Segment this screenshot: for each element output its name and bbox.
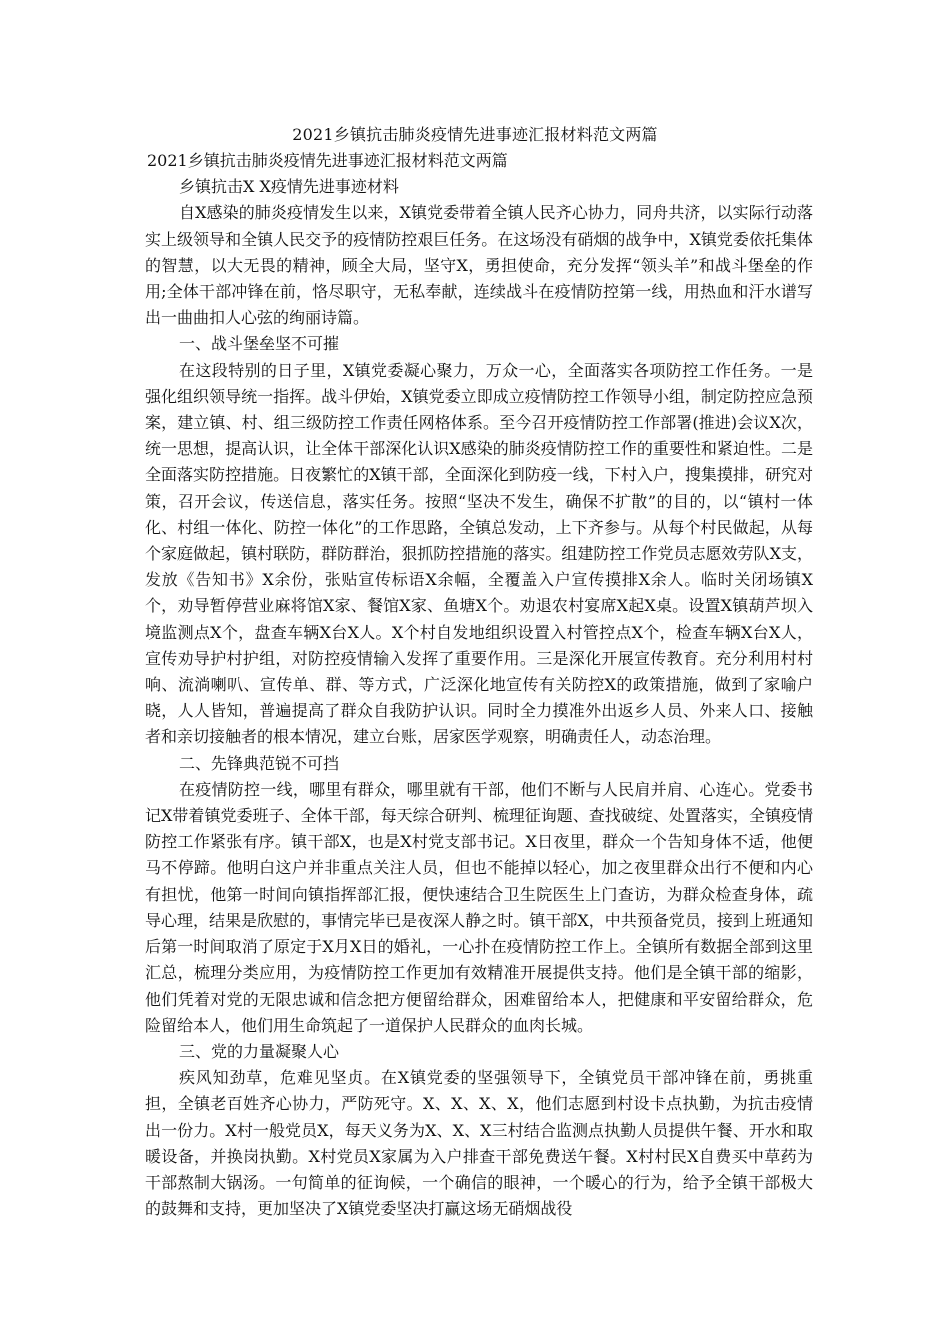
- section-3-paragraph: 疾风知劲草，危难见坚贞。在X镇党委的坚强领导下，全镇党员干部冲锋在前，勇挑重担，全镇老百姓齐心协力，严防死守。X、X、X、X，他们志愿到村设卡点执勤，为抗击疫情出一份力。X村一般党员X，每天义务为X、X、X三村结合监测点执勤人员提供午餐、开水和取暖设备，并换岗执勤。X村党员X家属为入户排查干部免费送午餐。X村村民X自费买中草药为干部熬制大锅汤。一句简单的征询候，一个确信的眼神，一个暖心的行为，给予全镇干部极大的鼓舞和支持，更加坚决了X镇党委坚决打赢这场无硝烟战役: [145, 1068, 813, 1219]
- intro-paragraph: 自X感染的肺炎疫情发生以来，X镇党委带着全镇人民齐心协力，同舟共济，以实际行动落实上级领导和全镇人民交予的疫情防控艰巨任务。在这场没有硝烟的战争中，X镇党委依托集体的智慧，以大无畏的精神，顾全大局，坚守X，勇担使命，充分发挥“领头羊”和战斗堡垒的作用;全体干部冲锋在前，恪尽职守，无私奉献，连续战斗在疫情防控第一线，用热血和汗水谱写出一曲曲扣人心弦的绚丽诗篇。: [145, 203, 813, 328]
- section-2-paragraph: 在疫情防控一线，哪里有群众，哪里就有干部，他们不断与人民肩并肩、心连心。党委书记X带着镇党委班子、全体干部，每天综合研判、梳理征询题、查找破绽、处置落实，全镇疫情防控工作紧张有序。镇干部X，也是X村党支部书记。X日夜里，群众一个告知身体不适，他便马不停蹄。他明白这户并非重点关注人员，但也不能掉以轻心，加之夜里群众出行不便和内心有担忧，他第一时间向镇指挥部汇报，便快速结合卫生院医生上门查访，为群众检查身体，疏导心理，结果是欣慰的，事情完毕已是夜深人静之时。镇干部X，中共预备党员，接到上班通知后第一时间取消了原定于X月X日的婚礼，一心扑在疫情防控工作上。全镇所有数据全部到这里汇总，梳理分类应用，为疫情防控工作更加有效精准开展提供支持。他们是全镇干部的缩影，他们凭着对党的无限忠诚和信念把方便留给群众，困难留给本人，把健康和平安留给群众，危险留给本人，他们用生命筑起了一道保护人民群众的血肉长城。: [145, 779, 813, 1035]
- section-1-paragraph: 在这段特别的日子里，X镇党委凝心聚力，万众一心，全面落实各项防控工作任务。一是强化组织领导统一指挥。战斗伊始，X镇党委立即成立疫情防控工作领导小组，制定防控应急预案，建立镇、村、组三级防控工作责任网格体系。至今召开疫情防控工作部署(推进)会议X次，统一思想，提高认识，让全体干部深化认识X感染的肺炎疫情防控工作的重要性和紧迫性。二是全面落实防控措施。日夜繁忙的X镇干部，全面深化到防疫一线，下村入户，搜集摸排，研究对策，召开会议，传送信息，落实任务。按照“坚决不发生，确保不扩散”的目的，以“镇村一体化、村组一体化、防控一体化”的工作思路，全镇总发动，上下齐参与。从每个村民做起，从每个家庭做起，镇村联防，群防群治，狠抓防控措施的落实。组建防控工作党员志愿效劳队X支，发放《告知书》X余份，张贴宣传标语X余幅，全覆盖入户宣传摸排X余人。临时关闭场镇X个，劝导暂停营业麻将馆X家、餐馆X家、鱼塘X个。劝退农村宴席X起X桌。设置X镇葫芦坝入境监测点X个，盘查车辆X台X人。X个村自发地组织设置入村管控点X个，检查车辆X台X人，宣传劝导护村护组，对防控疫情输入发挥了重要作用。三是深化开展宣传教育。充分利用村村响、流淌喇叭、宣传单、群、等方式，广泛深化地宣传有关防控X的政策措施，做到了家喻户晓，人人皆知，普遍提高了群众自我防护认识。同时全力摸准外出返乡人员、外来人口、接触者和亲切接触者的根本情况，建立台账，居家医学观察，明确责任人，动态治理。: [145, 360, 813, 747]
- document-title: 2021乡镇抗击肺炎疫情先进事迹汇报材料范文两篇: [292, 125, 658, 144]
- document-subtitle: 2021乡镇抗击肺炎疫情先进事迹汇报材料范文两篇: [147, 151, 508, 170]
- document-body: [145, 148, 813, 1222]
- section-1-heading: 一、战斗堡垒坚不可摧: [179, 334, 340, 354]
- section-3-heading: 三、党的力量凝聚人心: [179, 1041, 340, 1061]
- article-title: 乡镇抗击X X疫情先进事迹材料: [179, 177, 399, 197]
- section-2-heading: 二、先锋典范锐不可挡: [179, 753, 340, 773]
